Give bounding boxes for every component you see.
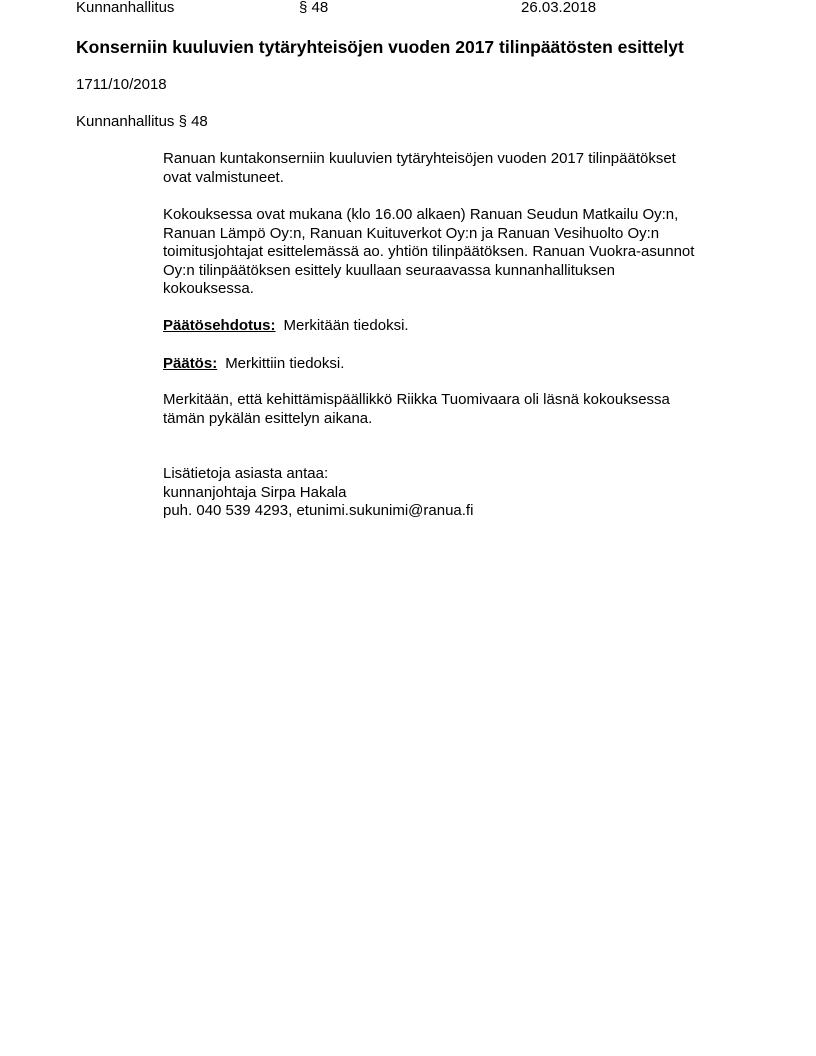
text-line: Kokouksessa ovat mukana (klo 16.00 alkaen) Ranuan Seudun Matkailu Oy:n, xyxy=(163,206,679,223)
decision xyxy=(163,355,344,374)
text-line: Merkitään, että kehittämispäällikkö Riikka Tuomivaara oli läsnä kokouksessa xyxy=(163,391,670,408)
paragraph-intro xyxy=(163,150,676,187)
text-line: kokouksessa. xyxy=(163,280,254,297)
header-body: Kunnanhallitus xyxy=(76,0,175,16)
text-line: Ranuan kuntakonserniin kuuluvien tytäryhteisöjen vuoden 2017 tilinpäätökset xyxy=(163,150,676,167)
proposal-text: Merkitään tiedoksi. xyxy=(283,317,409,334)
paragraph-attendees xyxy=(163,206,694,299)
text-line: tämän pykälän esittelyn aikana. xyxy=(163,409,373,427)
proposal xyxy=(163,317,409,336)
text-line: puh. 040 539 4293, etunimi.sukunimi@ranua.fi xyxy=(163,502,474,519)
text-line: Oy:n tilinpäätöksen esittely kuullaan seuraavassa kunnanhallituksen xyxy=(163,261,615,279)
header-date: 26.03.2018 xyxy=(521,0,597,16)
contact-info xyxy=(163,465,473,521)
text-line: toimitusjohtajat esittelemässä ao. yhtiön tilinpäätöksen. Ranuan Vuokra-asunnot xyxy=(163,243,695,260)
text-line: ovat valmistuneet. xyxy=(163,168,284,186)
note xyxy=(163,391,670,428)
text-line: kunnanjohtaja Sirpa Hakala xyxy=(163,483,347,501)
decision-text: Merkittiin tiedoksi. xyxy=(225,355,345,372)
body-section: Kunnanhallitus § 48 xyxy=(76,113,208,130)
record-number: 1711/10/2018 xyxy=(76,76,167,93)
document-title: Konserniin kuuluvien tytäryhteisöjen vuoden 2017 tilinpäätösten esittelyt xyxy=(76,37,684,57)
decision-label: Päätös: xyxy=(163,355,218,372)
header-section: § 48 xyxy=(299,0,329,16)
text-line: Ranuan Lämpö Oy:n, Ranuan Kuituverkot Oy:n ja Ranuan Vesihuolto Oy:n xyxy=(163,224,660,242)
text-line: Lisätietoja asiasta antaa: xyxy=(163,465,329,482)
proposal-label: Päätösehdotus: xyxy=(163,317,276,334)
